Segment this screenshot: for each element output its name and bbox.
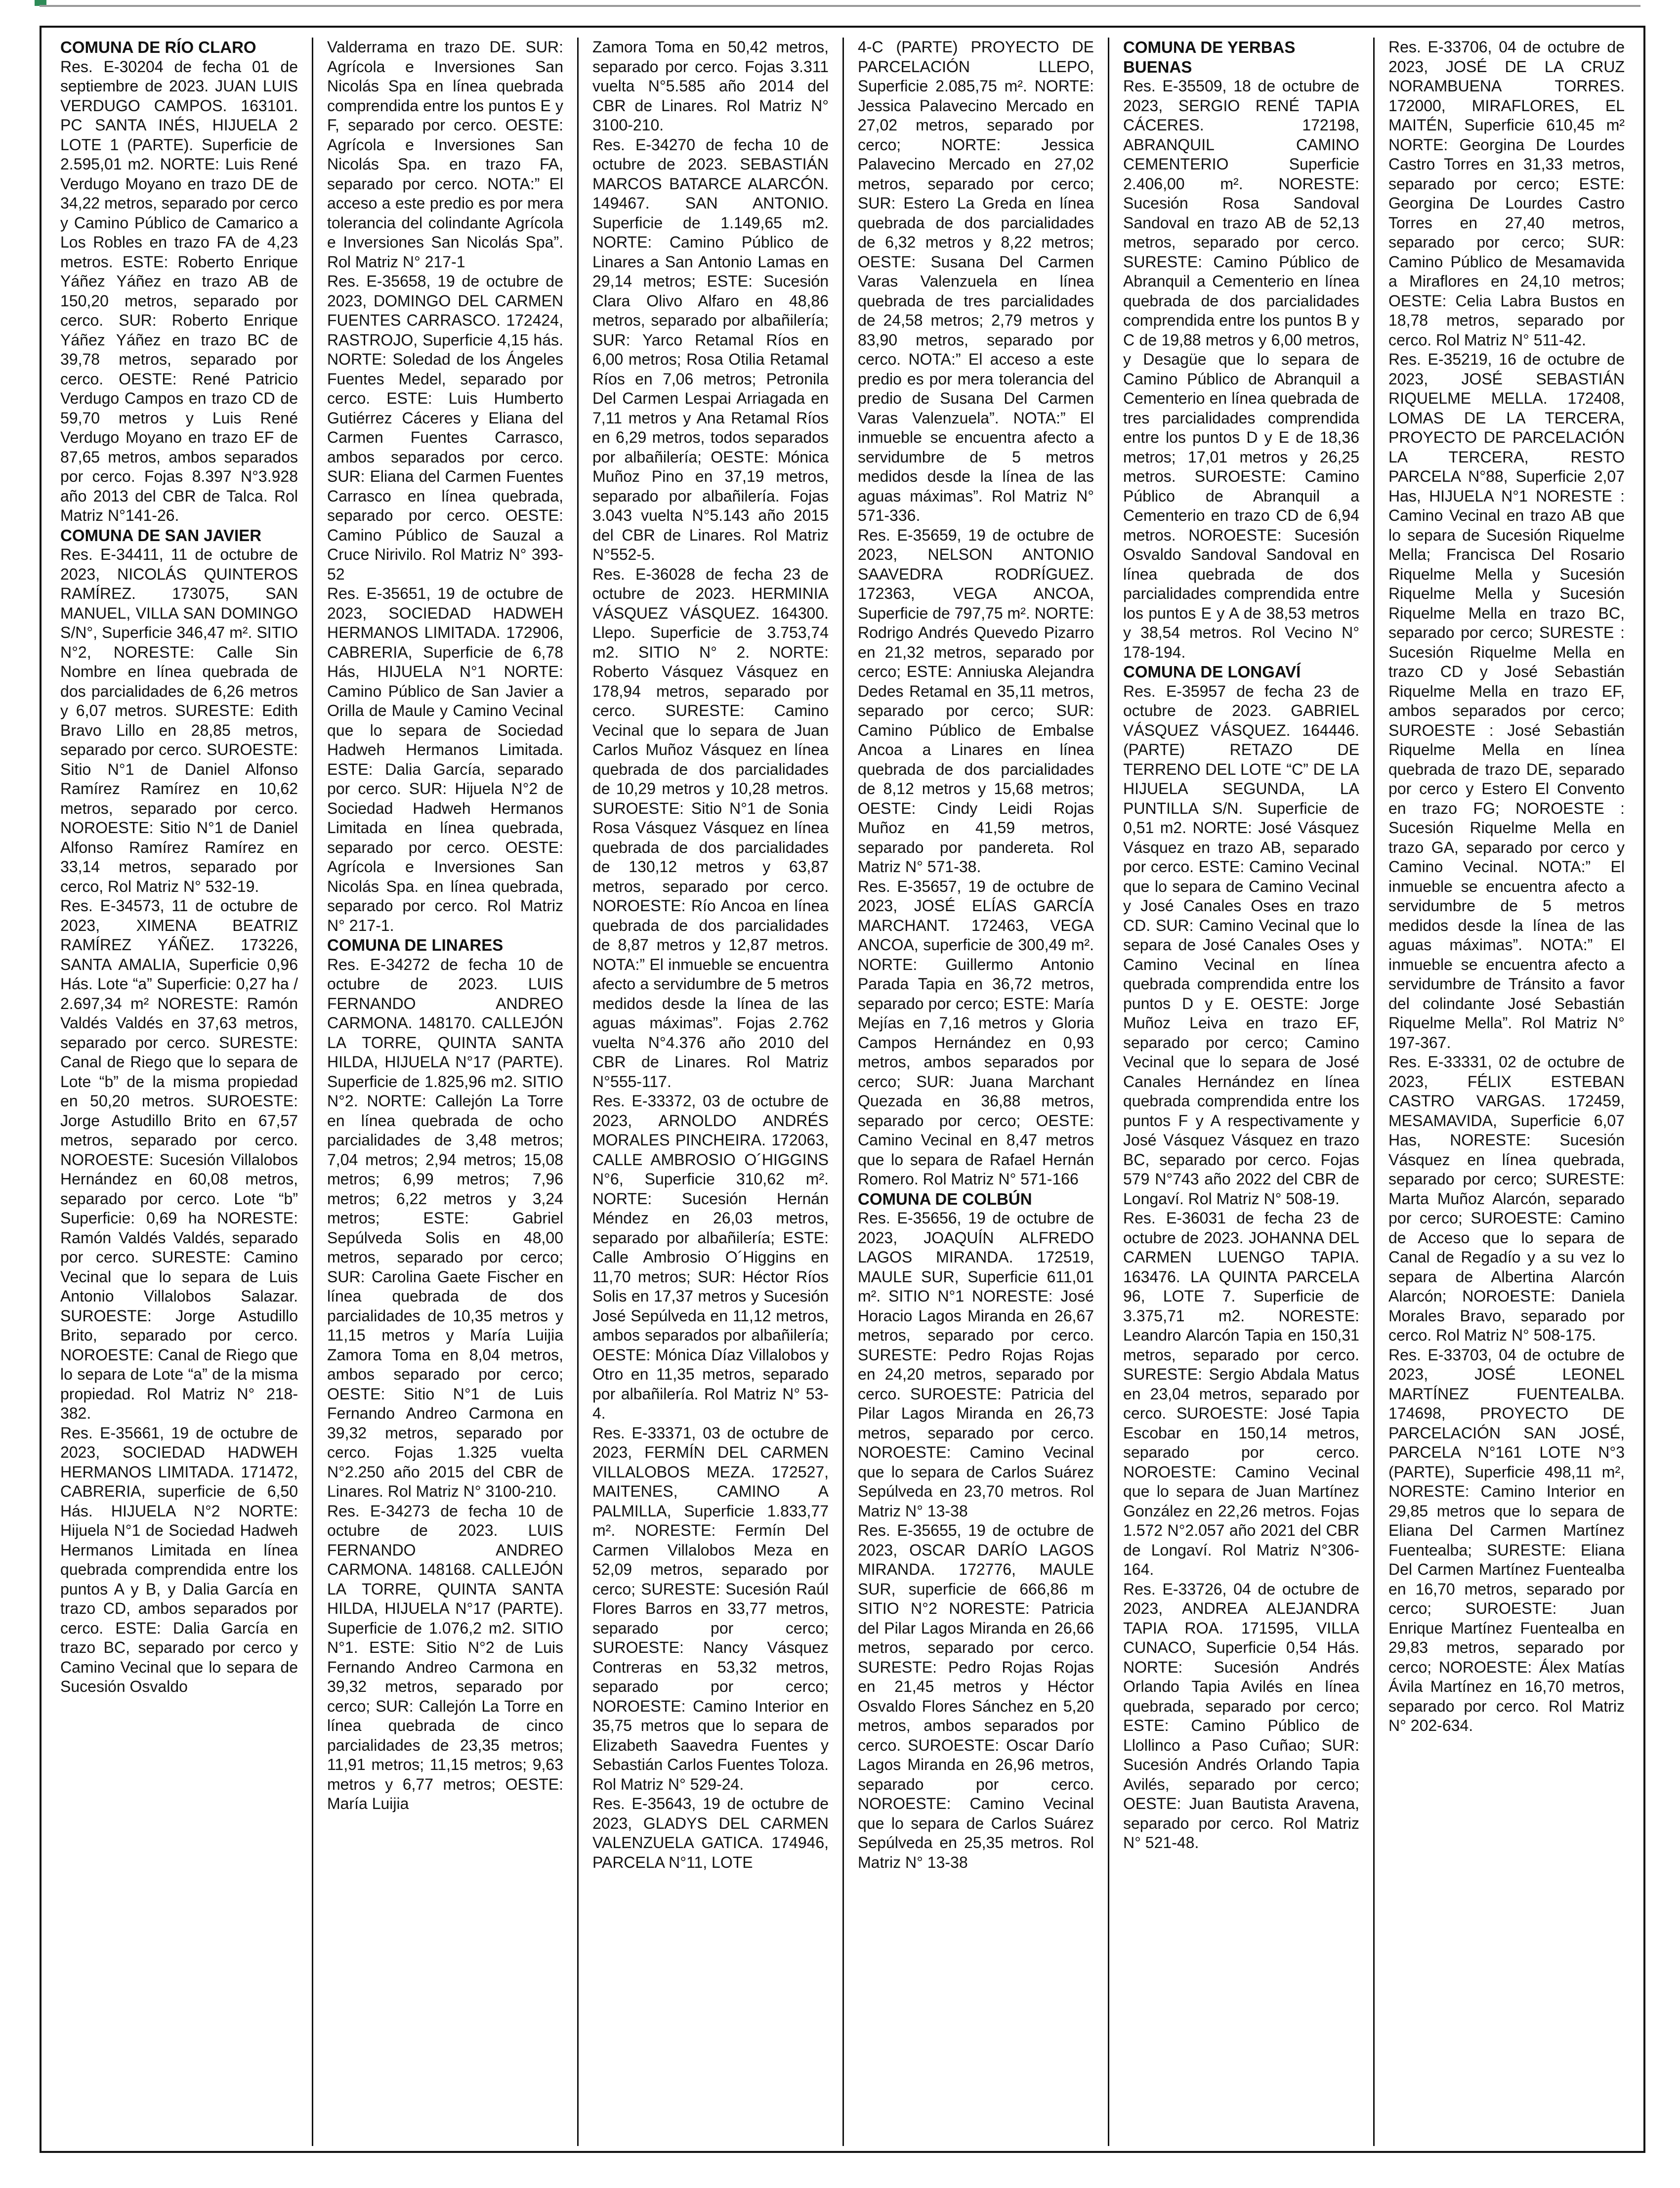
- legal-notice: Res. E-34272 de fecha 10 de octubre de 2023. LUIS FERNANDO ANDREO CARMONA. 148170. CALLEJÓN LA TORRE, QUINTA SANTA HILDA, HIJUELA N°17 (PARTE). Superficie de 1.825,96 m2. SITIO N°2. NORTE: Callejón La Torre en línea quebrada de ocho parcialidades de 3,48 metros; 7,04 metros; 2,94 metros; 15,08 metros; 6,99 metros; 7,96 metros; 6,22 metros y 3,24 metros; ESTE: Gabriel Sepúlveda Solis en 48,00 metros, separado por cerco; SUR: Carolina Gaete Fischer en línea quebrada de dos parcialidades de 10,35 metros y 11,15 metros y María Luijia Zamora Toma en 8,04 metros, ambos separado por cerco; OESTE: Sitio N°1 de Luis Fernando Andreo Carmona en 39,32 metros, separado por cerco. Fojas 1.325 vuelta N°2.250 año 2015 del CBR de Linares. Rol Matriz N° 3100-210.: [327, 955, 563, 1500]
- column-1: [46, 38, 312, 2146]
- notices-grid: [46, 38, 1638, 2146]
- legal-notice: Res. E-35659, 19 de octubre de 2023, NELSON ANTONIO SAAVEDRA RODRÍGUEZ. 172363, VEGA ANCOA, Superficie de 797,75 m². NORTE: Rodrigo Andrés Quevedo Pizarro en 21,32 metros, separado por cerco; ESTE: Anniuska Alejandra Dedes Retamal en 35,11 metros, separado por cerco; SUR: Camino Público de Embalse Ancoa a Linares en línea quebrada de dos parcialidades de 8,12 metros y 15,68 metros; OESTE: Cindy Leidi Rojas Muñoz en 41,59 metros, separado por pandereta. Rol Matriz N° 571-38.: [858, 526, 1094, 876]
- column-2: [312, 38, 577, 2146]
- commune-heading: COMUNA DE COLBÚN: [858, 1189, 1032, 1208]
- column-5: [1108, 38, 1373, 2146]
- column-6: [1373, 38, 1638, 2146]
- legal-notice: Res. E-35219, 16 de octubre de 2023, JOSÉ SEBASTIÁN RIQUELME MELLA. 172408, LOMAS DE LA TERCERA, PROYECTO DE PARCELACIÓN LA TERCERA, RESTO PARCELA N°88, Superficie 2,07 Has, HIJUELA N°1 NORESTE : Camino Vecinal en trazo AB que lo separa de Sucesión Riquelme Mella; Francisca Del Rosario Riquelme Mella y Sucesión Riquelme Mella y Sucesión Riquelme Mella en trazo BC, separado por cerco; SURESTE : Sucesión Riquelme Mella en trazo CD y José Sebastián Riquelme Mella en trazo EF, ambos separados por cerco; SUROESTE : José Sebastián Riquelme Mella en línea quebrada de trazo DE, separado por cerco y Estero El Convento en trazo FG; NOROESTE : Sucesión Riquelme Mella en trazo GA, separado por cerco y Camino Vecinal. NOTA:” El inmueble se encuentra afecto a servidumbre de 5 metros medidos desde la línea de las aguas máximas”. NOTA:” El inmueble se encuentra afecto a servidumbre de Tránsito a favor del colindante José Sebastián Riquelme Mella”. Rol Matriz N° 197-367.: [1388, 350, 1625, 1052]
- commune-heading: COMUNA DE SAN JAVIER: [60, 526, 262, 545]
- legal-notice: Res. E-33706, 04 de octubre de 2023, JOSÉ DE LA CRUZ NORAMBUENA TORRES. 172000, MIRAFLORES, EL MAITÉN, Superficie 610,45 m² NORTE: Georgina De Lourdes Castro Torres en 31,33 metros, separado por cerco; ESTE: Georgina De Lourdes Castro Torres en 27,40 metros, separado por cerco; SUR: Camino Público de Mesamavida a Miraflores en 24,10 metros; OESTE: Celia Labra Bustos en 18,78 metros, separado por cerco. Rol Matriz N° 511-42.: [1388, 38, 1625, 349]
- legal-notice: Res. E-35957 de fecha 23 de octubre de 2023. GABRIEL VÁSQUEZ VÁSQUEZ. 164446. (PARTE) RETAZO DE TERRENO DEL LOTE “C” DE LA HIJUELA SEGUNDA, LA PUNTILLA S/N. Superficie de 0,51 m2. NORTE: José Vásquez Vásquez en trazo AB, separado por cerco. ESTE: Camino Vecinal que lo separa de Camino Vecinal y José Canales Oses en trazo CD. SUR: Camino Vecinal que lo separa de José Canales Oses y Camino Vecinal en línea quebrada comprendida entre los puntos D y E. OESTE: Jorge Muñoz Leiva en trazo EF, separado por cerco; Camino Vecinal que lo separa de José Canales Hernández en línea quebrada comprendida entre los puntos F y A respectivamente y José Vásquez Vásquez en trazo BC, separado por cerco. Fojas 579 N°743 año 2022 del CBR de Longaví. Rol Matriz N° 508-19.: [1123, 682, 1359, 1208]
- legal-notice: Res. E-33703, 04 de octubre de 2023, JOSÉ LEONEL MARTÍNEZ FUENTEALBA. 174698, PROYECTO DE PARCELACIÓN SAN JOSÉ, PARCELA N°161 LOTE N°3 (PARTE), Superficie 498,11 m², NORESTE: Camino Interior en 29,85 metros que lo separa de Eliana Del Carmen Martínez Fuentealba; SURESTE: Eliana Del Carmen Martínez Fuentealba en 16,70 metros, separado por cerco; SUROESTE: Juan Enrique Martínez Fuentealba en 29,83 metros, separado por cerco; NOROESTE: Álex Matías Ávila Martínez en 16,70 metros, separado por cerco. Rol Matriz N° 202-634.: [1388, 1346, 1625, 1734]
- legal-notice: Res. E-35657, 19 de octubre de 2023, JOSÉ ELÍAS GARCÍA MARCHANT. 172463, VEGA ANCOA, superficie de 300,49 m². NORTE: Guillermo Antonio Parada Tapia en 36,72 metros, separado por cerco; ESTE: María Mejías en 7,16 metros y Gloria Campos Hernández en 0,93 metros, ambos separados por cerco; SUR: Juana Marchant Quezada en 36,88 metros, separado por cerco; OESTE: Camino Vecinal en 8,47 metros que lo separa de Rafael Hernán Romero. Rol Matriz N° 571-166: [858, 877, 1094, 1188]
- commune-heading: COMUNA DE LINARES: [327, 936, 504, 954]
- legal-notice: Res. E-36028 de fecha 23 de octubre de 2023. HERMINIA VÁSQUEZ VÁSQUEZ. 164300. Llepo. Superficie de 3.753,74 m2. SITIO N° 2. NORTE: Roberto Vásquez Vásquez en 178,94 metros, separado por cerco. SURESTE: Camino Vecinal que lo separa de Juan Carlos Muñoz Vásquez en línea quebrada de dos parcialidades de 10,29 metros y 10,28 metros. SUROESTE: Sitio N°1 de Sonia Rosa Vásquez Vásquez en línea quebrada de dos parcialidades de 130,12 metros y 63,87 metros, separado por cerco. NOROESTE: Río Ancoa en línea quebrada de dos parcialidades de 8,87 metros y 12,87 metros. NOTA:” El inmueble se encuentra afecto a servidumbre de 5 metros medidos desde la línea de las aguas máximas”. Fojas 2.762 vuelta N°4.376 año 2010 del CBR de Linares. Rol Matriz N°555-117.: [592, 565, 829, 1091]
- legal-notice: Valderrama en trazo DE. SUR: Agrícola e Inversiones San Nicolás Spa en línea quebrada comprendida entre los puntos E y F, separado por cerco. OESTE: Agrícola e Inversiones San Nicolás Spa. en trazo FA, separado por cerco. NOTA:” El acceso a este predio es por mera tolerancia del colindante Agrícola e Inversiones San Nicolás Spa”. Rol Matriz N° 217-1: [327, 38, 563, 271]
- legal-notice: Res. E-35655, 19 de octubre de 2023, OSCAR DARÍO LAGOS MIRANDA. 172776, MAULE SUR, superficie de 666,86 m SITIO N°2 NORESTE: Patricia del Pilar Lagos Miranda en 26,66 metros, separado por cerco. SURESTE: Pedro Rojas Rojas en 21,45 metros y Héctor Osvaldo Flores Sánchez en 5,20 metros, ambos separados por cerco. SUROESTE: Oscar Darío Lagos Miranda en 26,96 metros, separado por cerco. NOROESTE: Camino Vecinal que lo separa de Carlos Suárez Sepúlveda en 25,35 metros. Rol Matriz N° 13-38: [858, 1521, 1094, 1871]
- legal-notice: Res. E-36031 de fecha 23 de octubre de 2023. JOHANNA DEL CARMEN LUENGO TAPIA. 163476. LA QUINTA PARCELA 96, LOTE 7. Superficie de 3.375,71 m2. NORESTE: Leandro Alarcón Tapia en 150,31 metros, separado por cerco. SURESTE: Sergio Abdala Matus en 23,04 metros, separado por cerco. SUROESTE: José Tapia Escobar en 150,14 metros, separado por cerco. NOROESTE: Camino Vecinal que lo separa de Juan Martínez González en 22,26 metros. Fojas 1.572 N°2.057 año 2021 del CBR de Longaví. Rol Matriz N°306-164.: [1123, 1209, 1359, 1578]
- legal-notice: 4-C (PARTE) PROYECTO DE PARCELACIÓN LLEPO, Superficie 2.085,75 m². NORTE: Jessica Palavecino Mercado en 27,02 metros, separado por cerco; NORTE: Jessica Palavecino Mercado en 27,02 metros, separado por cerco; SUR: Estero La Greda en línea quebrada de dos parcialidades de 6,32 metros y 8,22 metros; OESTE: Susana Del Carmen Varas Valenzuela en línea quebrada de tres parcialidades de 24,58 metros; 2,79 metros y 83,90 metros, separado por cerco. NOTA:” El acceso a este predio es por mera tolerancia del predio de Susana Del Carmen Varas Valenzuela”. NOTA:” El inmueble se encuentra afecto a servidumbre de 5 metros medidos desde la línea de las aguas máximas”. Rol Matriz N° 571-336.: [858, 38, 1094, 524]
- legal-notice: Res. E-35509, 18 de octubre de 2023, SERGIO RENÉ TAPIA CÁCERES. 172198, ABRANQUIL CAMINO CEMENTERIO Superficie 2.406,00 m². NORESTE: Sucesión Rosa Sandoval Sandoval en trazo AB de 52,13 metros, separado por cerco. SURESTE: Camino Público de Abranquil a Cementerio en línea quebrada de dos parcialidades comprendida entre los puntos B y C de 19,88 metros y 6,00 metros, y Desagüe que lo separa de Camino Público de Abranquil a Cementerio en línea quebrada de tres parcialidades comprendida entre los puntos D y E de 18,36 metros; 17,01 metros y 26,25 metros. SUROESTE: Camino Público de Abranquil a Cementerio en trazo CD de 6,94 metros. NOROESTE: Sucesión Osvaldo Sandoval Sandoval en línea quebrada de dos parcialidades comprendida entre los puntos E y A de 38,53 metros y 38,54 metros. Rol Vecino N° 178-194.: [1123, 77, 1359, 661]
- notices-frame: [40, 26, 1645, 2153]
- commune-heading: COMUNA DE LONGAVÍ: [1123, 663, 1301, 681]
- top-rule: [40, 5, 1640, 7]
- legal-notice: Res. E-33726, 04 de octubre de 2023, ANDREA ALEJANDRA TAPIA ROA. 171595, VILLA CUNACO, Superficie 0,54 Hás. NORTE: Sucesión Andrés Orlando Tapia Avilés en línea quebrada, separado por cerco; ESTE: Camino Público de Llollinco a Paso Cuñao; SUR: Sucesión Andrés Orlando Tapia Avilés, separado por cerco; OESTE: Juan Bautista Aravena, separado por cerco. Rol Matriz N° 521-48.: [1123, 1580, 1359, 1851]
- commune-heading: COMUNA DE YERBAS BUENAS: [1123, 38, 1296, 76]
- legal-notice: Res. E-35643, 19 de octubre de 2023, GLADYS DEL CARMEN VALENZUELA GATICA. 174946, PARCELA N°11, LOTE: [592, 1795, 829, 1871]
- legal-notice: Res. E-33372, 03 de octubre de 2023, ARNOLDO ANDRÉS MORALES PINCHEIRA. 172063, CALLE AMBROSIO O´HIGGINS N°6, Superficie 310,62 m². NORTE: Sucesión Hernán Méndez en 26,03 metros, separado por albañilería; ESTE: Calle Ambrosio O´Higgins en 11,70 metros; SUR: Héctor Ríos Solis en 17,37 metros y Sucesión José Sepúlveda en 11,12 metros, ambos separados por albañilería; OESTE: Mónica Díaz Villalobos y Otro en 11,35 metros, separado por albañilería. Rol Matriz N° 53-4.: [592, 1092, 829, 1422]
- legal-notice: Res. E-33371, 03 de octubre de 2023, FERMÍN DEL CARMEN VILLALOBOS MEZA. 172527, MAITENES, CAMINO A PALMILLA, Superficie 1.833,77 m². NORESTE: Fermín Del Carmen Villalobos Meza en 52,09 metros, separado por cerco; SURESTE: Sucesión Raúl Flores Barros en 33,77 metros, separado por cerco; SUROESTE: Nancy Vásquez Contreras en 53,32 metros, separado por cerco; NOROESTE: Camino Interior en 35,75 metros que lo separa de Elizabeth Saavedra Fuentes y Sebastián Carlos Fuentes Toloza. Rol Matriz N° 529-24.: [592, 1424, 829, 1793]
- commune-heading: COMUNA DE RÍO CLARO: [60, 38, 256, 56]
- legal-notice: Res. E-33331, 02 de octubre de 2023, FÉLIX ESTEBAN CASTRO VARGAS. 172459, MESAMAVIDA, Superficie 6,07 Has, NORESTE: Sucesión Vásquez en línea quebrada, separado por cerco; SURESTE: Marta Muñoz Alarcón, separado por cerco; SUROESTE: Camino de Acceso que lo separa de Canal de Regadío y a su vez lo separa de Albertina Alarcón Alarcón; NOROESTE: Daniela Morales Bravo, separado por cerco. Rol Matriz N° 508-175.: [1388, 1053, 1625, 1344]
- legal-notice: Res. E-30204 de fecha 01 de septiembre de 2023. JUAN LUIS VERDUGO CAMPOS. 163101. PC SANTA INÉS, HIJUELA 2 LOTE 1 (PARTE). Superficie de 2.595,01 m2. NORTE: Luis René Verdugo Moyano en trazo DE de 34,22 metros, separado por cerco y Camino Público de Camarico a Los Robles en trazo FA de 4,23 metros. ESTE: Roberto Enrique Yáñez Yáñez en trazo AB de 150,20 metros, separado por cerco. SUR: Roberto Enrique Yáñez Yáñez en trazo BC de 39,78 metros, separado por cerco. OESTE: René Patricio Verdugo Campos en trazo CD de 59,70 metros y Luis René Verdugo Moyano en trazo EF de 87,65 metros, ambos separados por cerco. Fojas 8.397 N°3.928 año 2013 del CBR de Talca. Rol Matriz N°141-26.: [60, 57, 298, 524]
- legal-notice: Res. E-35661, 19 de octubre de 2023, SOCIEDAD HADWEH HERMANOS LIMITADA. 171472, CABRERIA, superficie de 6,50 Hás. HIJUELA N°2 NORTE: Hijuela N°1 de Sociedad Hadweh Hermanos Limitada en línea quebrada comprendida entre los puntos A y B, y Dalia García en trazo CD, ambos separados por cerco. ESTE: Dalia García en trazo BC, separado por cerco y Camino Vecinal que lo separa de Sucesión Osvaldo: [60, 1424, 298, 1695]
- legal-notice: Res. E-34270 de fecha 10 de octubre de 2023. SEBASTIÁN MARCOS BATARCE ALARCÓN. 149467. SAN ANTONIO. Superficie de 1.149,65 m2. NORTE: Camino Público de Linares a San Antonio Lamas en 29,14 metros; ESTE: Sucesión Clara Olivo Alfaro en 48,86 metros, separado por albañilería; SUR: Yarco Retamal Ríos en 6,00 metros; Rosa Otilia Retamal Ríos en 7,06 metros; Petronila Del Carmen Lespai Arriagada en 7,11 metros y Ana Retamal Ríos en 6,29 metros, todos separados por albañilería; OESTE: Mónica Muñoz Pino en 37,19 metros, separado por albañilería. Fojas 3.043 vuelta N°5.143 año 2015 del CBR de Linares. Rol Matriz N°552-5.: [592, 135, 829, 563]
- legal-notice: Res. E-35658, 19 de octubre de 2023, DOMINGO DEL CARMEN FUENTES CARRASCO. 172424, RASTROJO, Superficie 4,15 hás. NORTE: Soledad de los Ángeles Fuentes Medel, separado por cerco. ESTE: Luis Humberto Gutiérrez Cáceres y Eliana del Carmen Fuentes Carrasco, ambos separados por cerco. SUR: Eliana del Carmen Fuentes Carrasco en línea quebrada, separado por cerco. OESTE: Camino Público de Sauzal a Cruce Nirivilo. Rol Matriz N° 393-52: [327, 272, 563, 583]
- legal-notice: Res. E-34411, 11 de octubre de 2023, NICOLÁS QUINTEROS RAMÍREZ. 173075, SAN MANUEL, VILLA SAN DOMINGO S/N°, Superficie 346,47 m². SITIO N°2, NORESTE: Calle Sin Nombre en línea quebrada de dos parcialidades de 6,26 metros y 6,07 metros. SURESTE: Edith Bravo Lillo en 28,85 metros, separado por cerco. SUROESTE: Sitio N°1 de Daniel Alfonso Ramírez Ramírez en 10,62 metros, separado por cerco. NOROESTE: Sitio N°1 de Daniel Alfonso Ramírez Ramírez en 33,14 metros, separado por cerco, Rol Matriz N° 532-19.: [60, 546, 298, 895]
- legal-notice: Res. E-34573, 11 de octubre de 2023, XIMENA BEATRIZ RAMÍREZ YÁÑEZ. 173226, SANTA AMALIA, Superficie 0,96 Hás. Lote “a” Superficie: 0,27 ha / 2.697,34 m² NORESTE: Ramón Valdés Valdés en 37,63 metros, separado por cerco. SURESTE: Canal de Riego que lo separa de Lote “b” de la misma propiedad en 50,20 metros. SUROESTE: Jorge Astudillo Brito en 67,57 metros, separado por cerco. NOROESTE: Sucesión Villalobos Hernández en 60,08 metros, separado por cerco. Lote “b” Superficie: 0,69 ha NORESTE: Ramón Valdés Valdés, separado por cerco. SURESTE: Camino Vecinal que lo separa de Luis Antonio Villalobos Salazar. SUROESTE: Jorge Astudillo Brito, separado por cerco. NOROESTE: Canal de Riego que lo separa de Lote “a” de la misma propiedad. Rol Matriz N° 218-382.: [60, 897, 298, 1422]
- legal-notice: Res. E-35651, 19 de octubre de 2023, SOCIEDAD HADWEH HERMANOS LIMITADA. 172906, CABRERIA, Superficie de 6,78 Hás, HIJUELA N°1 NORTE: Camino Público de San Javier a Orilla de Maule y Camino Vecinal que lo separa de Sociedad Hadweh Hermanos Limitada. ESTE: Dalia García, separado por cerco. SUR: Hijuela N°2 de Sociedad Hadweh Hermanos Limitada en línea quebrada, separado por cerco. OESTE: Agrícola e Inversiones San Nicolás Spa. en línea quebrada, separado por cerco. Rol Matriz N° 217-1.: [327, 585, 563, 934]
- column-3: [577, 38, 842, 2146]
- legal-notice: Zamora Toma en 50,42 metros, separado por cerco. Fojas 3.311 vuelta N°5.585 año 2014 del CBR de Linares. Rol Matriz N° 3100-210.: [592, 38, 829, 134]
- legal-notice: Res. E-35656, 19 de octubre de 2023, JOAQUÍN ALFREDO LAGOS MIRANDA. 172519, MAULE SUR, Superficie 611,01 m². SITIO N°1 NORESTE: José Horacio Lagos Miranda en 26,67 metros, separado por cerco. SURESTE: Pedro Rojas Rojas en 24,20 metros, separado por cerco. SUROESTE: Patricia del Pilar Lagos Miranda en 26,73 metros, separado por cerco. NOROESTE: Camino Vecinal que lo separa de Carlos Suárez Sepúlveda en 23,70 metros. Rol Matriz N° 13-38: [858, 1209, 1094, 1520]
- legal-notice: Res. E-34273 de fecha 10 de octubre de 2023. LUIS FERNANDO ANDREO CARMONA. 148168. CALLEJÓN LA TORRE, QUINTA SANTA HILDA, HIJUELA N°17 (PARTE). Superficie de 1.076,2 m2. SITIO N°1. ESTE: Sitio N°2 de Luis Fernando Andreo Carmona en 39,32 metros, separado por cerco; SUR: Callejón La Torre en línea quebrada de cinco parcialidades de 23,35 metros; 11,91 metros; 11,15 metros; 9,63 metros y 6,77 metros; OESTE: María Luijia: [327, 1502, 563, 1812]
- column-4: [842, 38, 1108, 2146]
